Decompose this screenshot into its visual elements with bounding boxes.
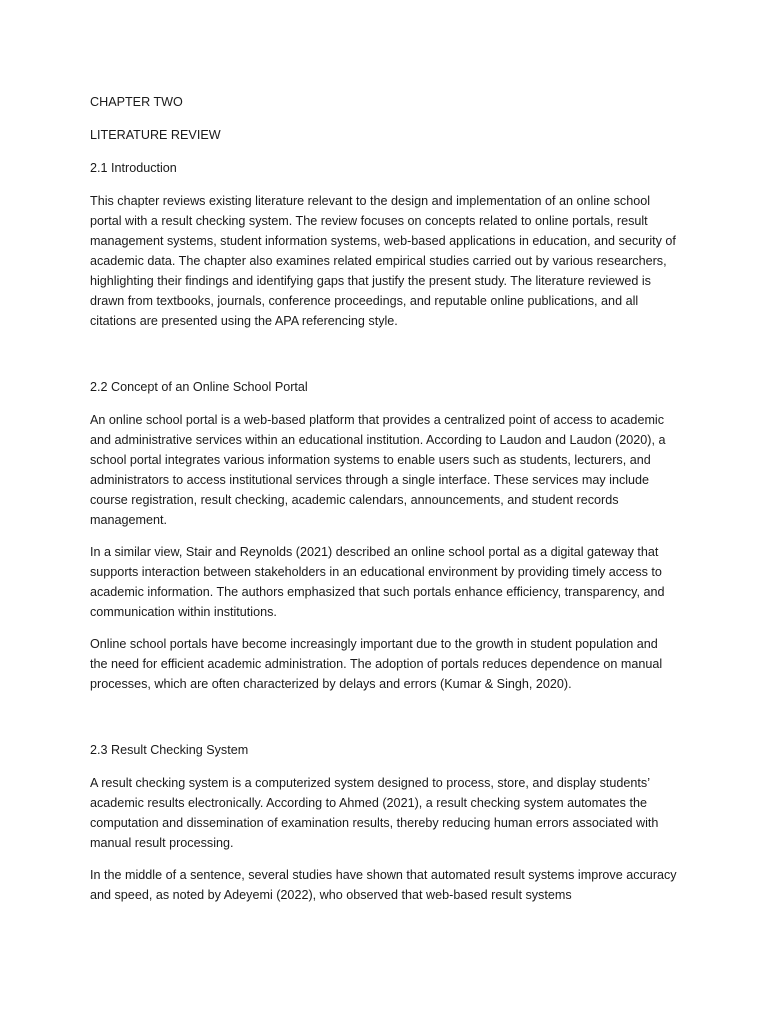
section-heading: 2.3 Result Checking System (90, 743, 249, 757)
spacer (90, 343, 678, 377)
chapter-label: CHAPTER TWO (90, 95, 183, 109)
chapter-title: LITERATURE REVIEW (90, 128, 221, 142)
section-heading: 2.1 Introduction (90, 161, 177, 175)
paragraph: An online school portal is a web-based platform that provides a centralized point of access to academic and administrative services within an educational institution. According to Laudon and Laudon (2020), a school portal integrates various information systems to enable users such as students, lecturers, and administrators to access institutional services through a single interface. These services may include course registration, result checking, academic calendars, announcements, and student records management. (90, 413, 666, 527)
spacer (90, 706, 678, 740)
section-heading: 2.2 Concept of an Online School Portal (90, 380, 308, 394)
paragraph: In a similar view, Stair and Reynolds (2021) described an online school portal as a digital gateway that supports interaction between stakeholders in an educational environment by providing timely access to academic information. The authors emphasized that such portals enhance efficiency, transparency, and communication within institutions. (90, 545, 665, 619)
paragraph: This chapter reviews existing literature relevant to the design and implementation of an online school portal with a result checking system. The review focuses on concepts related to online portals, result management systems, student information systems, web-based applications in education, and security of academic data. The chapter also examines related empirical studies carried out by various researchers, highlighting their findings and identifying gaps that justify the present study. The literature reviewed is drawn from textbooks, journals, conference proceedings, and reputable online publications, and all citations are presented using the APA referencing style. (90, 194, 676, 328)
paragraph: Online school portals have become increasingly important due to the growth in student population and the need for efficient academic administration. The adoption of portals reduces dependence on manual processes, which are often characterized by delays and errors (Kumar & Singh, 2020). (90, 637, 663, 691)
document-body (90, 92, 678, 917)
paragraph: In the middle of a sentence, several studies have shown that automated result systems improve accuracy and speed, as noted by Adeyemi (2022), who observed that web-based result systems (90, 868, 677, 902)
paragraph: A result checking system is a computerized system designed to process, store, and display students’ academic results electronically. According to Ahmed (2021), a result checking system automates the computation and dissemination of examination results, thereby reducing human errors associated with manual result processing. (90, 776, 659, 850)
